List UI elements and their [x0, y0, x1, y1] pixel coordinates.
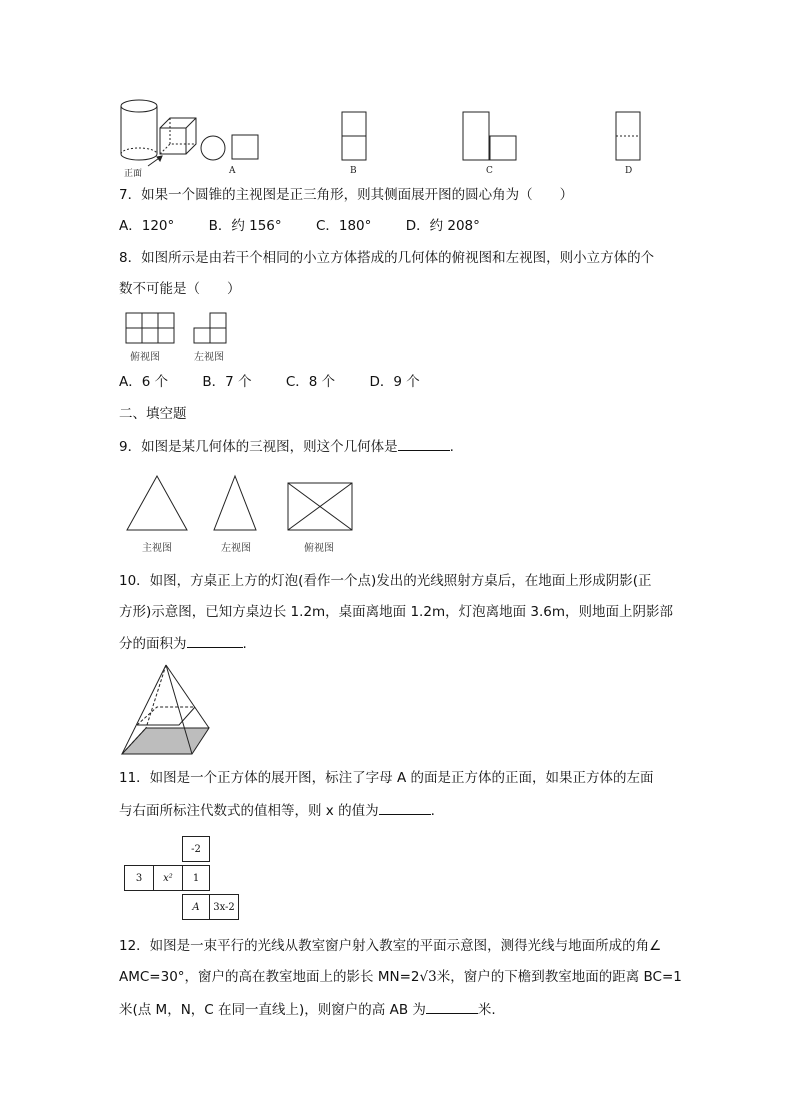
q10-shadow — [122, 728, 209, 754]
q11-net-figure — [124, 836, 244, 926]
q12-end: 米. — [477, 1002, 496, 1018]
q10-line1: 10．如图，方桌正上方的灯泡(看作一个点)发出的光线照射方桌后，在地面上形成阴影(正 — [119, 573, 652, 589]
q10-line3 — [119, 633, 247, 654]
q7-options — [119, 216, 510, 236]
net-cell-bottom: A — [182, 894, 210, 920]
q8-left-view — [194, 313, 226, 343]
q12-line3 — [119, 999, 496, 1020]
front-arrow — [148, 156, 162, 166]
net-cell-center: 1 — [182, 865, 210, 891]
q7-text: 7．如果一个圆锥的主视图是正三角形，则其侧面展开图的圆心角为（ ） — [119, 187, 574, 203]
q12-sqrt3: √3 — [419, 969, 437, 985]
q11-end: . — [430, 803, 435, 819]
q12-stem: 米(点 M，N，C 在同一直线上)，则窗户的高 AB 为 — [119, 1002, 426, 1018]
q9-text — [119, 436, 454, 457]
q9-caption-top: 俯视图 — [304, 543, 334, 554]
q8-top-view — [126, 313, 174, 343]
q10-stem: 分的面积为 — [119, 636, 187, 652]
q9-answer-blank[interactable] — [398, 436, 450, 451]
option-a-label: A — [229, 166, 236, 176]
q8-line2: 数不可能是（ ） — [119, 281, 241, 297]
cube-shape — [160, 118, 196, 154]
figure-q6-drawing — [110, 92, 670, 182]
q9-top-view — [288, 483, 352, 530]
q7-option-d: D．约 208° — [405, 218, 480, 234]
option-c-shape — [463, 112, 516, 160]
net-cell-right: 3x-2 — [209, 894, 239, 920]
q8-caption-top: 俯视图 — [130, 352, 160, 363]
q8-line1: 8．如图所示是由若干个相同的小立方体搭成的几何体的俯视图和左视图，则小立方体的个 — [119, 250, 655, 266]
q12-line1: 12．如图是一束平行的光线从教室窗户射入教室的平面示意图，测得光线与地面所成的角∠ — [119, 938, 662, 954]
q12-line2 — [119, 967, 682, 987]
cylinder-shape — [121, 100, 157, 160]
q8-option-a: A．6 个 — [119, 374, 169, 390]
option-c-label: C — [486, 166, 493, 176]
front-label: 正面 — [124, 169, 143, 179]
option-a-circle — [201, 136, 225, 160]
q12-answer-blank[interactable] — [426, 999, 478, 1014]
q8-views — [124, 311, 244, 343]
net-cell-top: -2 — [182, 836, 210, 862]
q10-end: . — [242, 636, 247, 652]
q9-caption-front: 主视图 — [142, 543, 172, 554]
q9-left-view — [214, 476, 256, 530]
q11-answer-blank[interactable] — [379, 800, 431, 815]
figure-q6 — [110, 92, 670, 182]
q7-option-a: A．120° — [119, 218, 175, 234]
q8-option-b: B．7 个 — [202, 374, 252, 390]
q9-caption-left: 左视图 — [221, 543, 251, 554]
q10-figure — [119, 661, 219, 757]
q8-option-d: D．9 个 — [369, 374, 420, 390]
net-cell-left2: x² — [153, 865, 183, 891]
net-cell-left1: 3 — [124, 865, 154, 891]
option-d-label: D — [625, 166, 633, 176]
q10-answer-blank[interactable] — [187, 633, 243, 648]
q9-end: . — [449, 439, 454, 455]
q9-views — [124, 472, 364, 534]
q10-line2: 方形)示意图，已知方桌边长 1.2m，桌面离地面 1.2m，灯泡离地面 3.6m，则地面上阴影部 — [119, 604, 673, 620]
q8-option-c: C．8 个 — [285, 374, 336, 390]
q8-caption-left: 左视图 — [194, 352, 224, 363]
q7-option-c: C．180° — [315, 218, 372, 234]
section-title: 二、填空题 — [119, 406, 187, 422]
q9-figure — [124, 472, 364, 556]
q9-front-view — [127, 476, 187, 530]
q7-option-b: B．约 156° — [208, 218, 282, 234]
q8-figure — [124, 311, 244, 363]
option-b-label: B — [350, 166, 357, 176]
q10-pyramid-drawing — [119, 661, 219, 757]
option-a-square — [232, 135, 258, 159]
option-d-shape — [616, 112, 640, 160]
q11-line2 — [119, 800, 435, 821]
q11-line1: 11．如图是一个正方体的展开图，标注了字母 A 的面是正方体的正面，如果正方体的左面 — [119, 770, 654, 786]
option-b-shape — [342, 112, 366, 160]
q12-line2b: 米，窗户的下檐到教室地面的距离 BC=1 — [436, 969, 682, 985]
q12-line2a: AMC=30°，窗户的高在教室地面上的影长 MN=2 — [119, 969, 420, 985]
q9-stem: 9．如图是某几何体的三视图，则这个几何体是 — [119, 439, 398, 455]
q8-options — [119, 372, 450, 392]
q11-stem: 与右面所标注代数式的值相等，则 x 的值为 — [119, 803, 379, 819]
